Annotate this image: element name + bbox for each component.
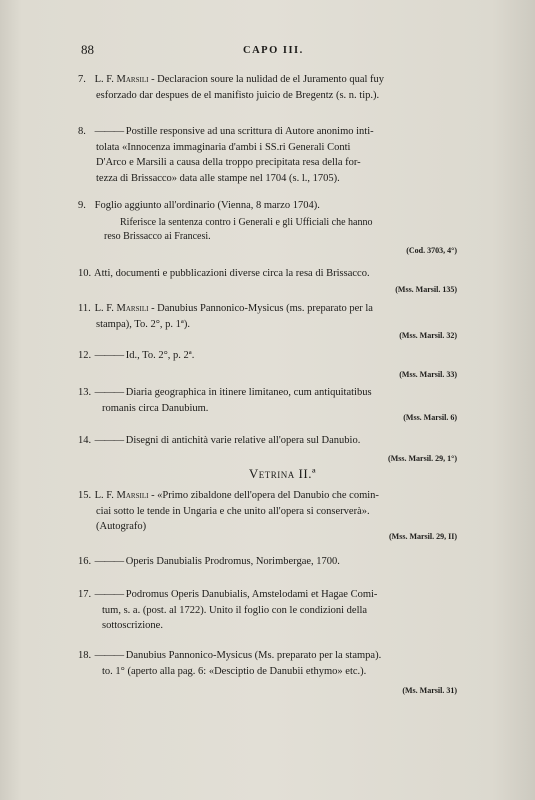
entry-number: 16. xyxy=(78,556,92,567)
catalog-entry xyxy=(78,198,462,214)
entry-text-line: (Autografo) xyxy=(96,521,147,532)
running-head: CAPO III. xyxy=(243,45,304,56)
catalog-entry xyxy=(78,488,462,535)
entry-dash: ——— xyxy=(94,589,124,600)
entry-text: Diaria geographica in itinere limitaneo, cum antiquitatibus xyxy=(125,387,372,398)
catalog-entry xyxy=(78,587,462,634)
entry-dash: ——— xyxy=(94,387,124,398)
entry-note xyxy=(104,216,460,244)
entry-text-line: tezza di Brissacco» data alle stampe nel 1704 (s. l., 1705). xyxy=(96,172,340,184)
entry-dash: ——— xyxy=(94,350,124,361)
entry-text: Operis Danubialis Prodromus, Norimbergae, 1700. xyxy=(125,556,340,567)
entry-dash: ——— xyxy=(94,126,124,137)
entry-continuation: esforzado dar despues de el manifisto juicio de Bregentz (s. n. tip.). xyxy=(96,89,380,101)
entry-text-line: ciai sotto le tende in Ungaria e che unito all'opera si conserverà». xyxy=(96,505,370,517)
entry-text: Id., To. 2°, p. 2ª. xyxy=(125,350,195,361)
entry-dash: ——— xyxy=(94,650,124,661)
entry-dash: ——— xyxy=(94,556,124,567)
catalog-entry xyxy=(78,554,462,570)
entry-text: Foglio aggiunto all'ordinario (Vienna, 8 marzo 1704). xyxy=(94,200,320,211)
entry-text: - Danubius Pannonico-Mysicus (ms. preparato per la xyxy=(148,303,373,314)
entry-number: 12. xyxy=(78,350,92,361)
catalog-entry xyxy=(78,433,462,449)
shelfmark: (Mss. Marsil. 29, 1°) xyxy=(388,454,457,463)
entry-author: L. F. Marsili xyxy=(94,490,149,501)
entry-number: 11. xyxy=(78,303,91,314)
entry-text-line: D'Arco e Marsili a causa della troppo precipitata resa della for- xyxy=(96,157,361,168)
catalog-entry xyxy=(78,124,462,186)
shelfmark: (Mss. Marsil. 135) xyxy=(395,285,457,294)
entry-number: 8. xyxy=(78,126,86,137)
entry-text: - «Primo zibaldone dell'opera del Danubio che comin- xyxy=(148,490,379,501)
entry-number: 10. xyxy=(78,268,92,279)
shelfmark: (Mss. Marsil. 29, II) xyxy=(389,532,457,541)
entry-number: 14. xyxy=(78,435,92,446)
catalog-entry xyxy=(78,648,462,679)
entry-text: Podromus Operis Danubialis, Amstelodami et Hagae Comi- xyxy=(125,589,378,600)
page-header xyxy=(0,42,535,62)
entry-continuation: romanis circa Danubium. xyxy=(102,402,209,414)
entry-text: - Declaracion soure la nulidad de el Juramento qual fuy xyxy=(148,74,385,85)
entry-number: 9. xyxy=(78,200,86,211)
shelfmark: (Cod. 3703, 4°) xyxy=(406,246,457,255)
note-line: reso Brissacco ai Francesi. xyxy=(104,231,211,242)
catalog-entry xyxy=(78,266,462,282)
entry-text-line: tum, s. a. (post. al 1722). Unito il foglio con le condizioni della xyxy=(102,604,368,616)
catalog-entry xyxy=(78,301,462,332)
entry-number: 13. xyxy=(78,387,92,398)
entry-text: Atti, documenti e pubblicazioni diverse circa la resa di Brissacco. xyxy=(94,268,370,279)
shelfmark: (Mss. Marsil. 32) xyxy=(399,331,457,340)
entry-text: Disegni di antichità varie relative all'opera sul Danubio. xyxy=(125,435,361,446)
shelfmark: (Mss. Marsil. 33) xyxy=(399,370,457,379)
entry-text-line: tolata «Innocenza immaginaria d'ambi i SS.ri Generali Conti xyxy=(96,141,351,153)
entry-text: Danubius Pannonico-Mysicus (Ms. preparato per la stampa). xyxy=(125,650,382,661)
catalog-entry xyxy=(78,72,462,103)
section-heading: Vetrina II.ª xyxy=(248,466,317,481)
entry-continuation: to. 1° (aperto alla pag. 6: «Desciptio de Danubii ethymo» etc.). xyxy=(102,665,367,677)
note-line: Riferisce la sentenza contro i Generali e gli Ufficiali che hanno xyxy=(120,217,373,228)
entry-number: 15. xyxy=(78,490,92,501)
entry-author: L. F. Marsili xyxy=(94,74,149,85)
entry-text-line: sottoscrizione. xyxy=(102,620,163,631)
entry-author: L. F. Marsili xyxy=(94,303,149,314)
catalog-entry xyxy=(78,385,462,416)
entry-dash: ——— xyxy=(94,435,124,446)
shelfmark: (Mss. Marsil. 6) xyxy=(403,413,457,422)
entry-number: 17. xyxy=(78,589,92,600)
page-number: 88 xyxy=(81,42,94,57)
shelfmark: (Ms. Marsil. 31) xyxy=(402,686,457,695)
entry-continuation: stampa), To. 2°, p. 1ª). xyxy=(96,318,190,330)
entry-text-line: Postille responsive ad una scrittura di Autore anonimo inti- xyxy=(125,126,374,137)
catalog-entry xyxy=(78,348,462,364)
entry-number: 7. xyxy=(78,74,86,85)
entry-number: 18. xyxy=(78,650,92,661)
